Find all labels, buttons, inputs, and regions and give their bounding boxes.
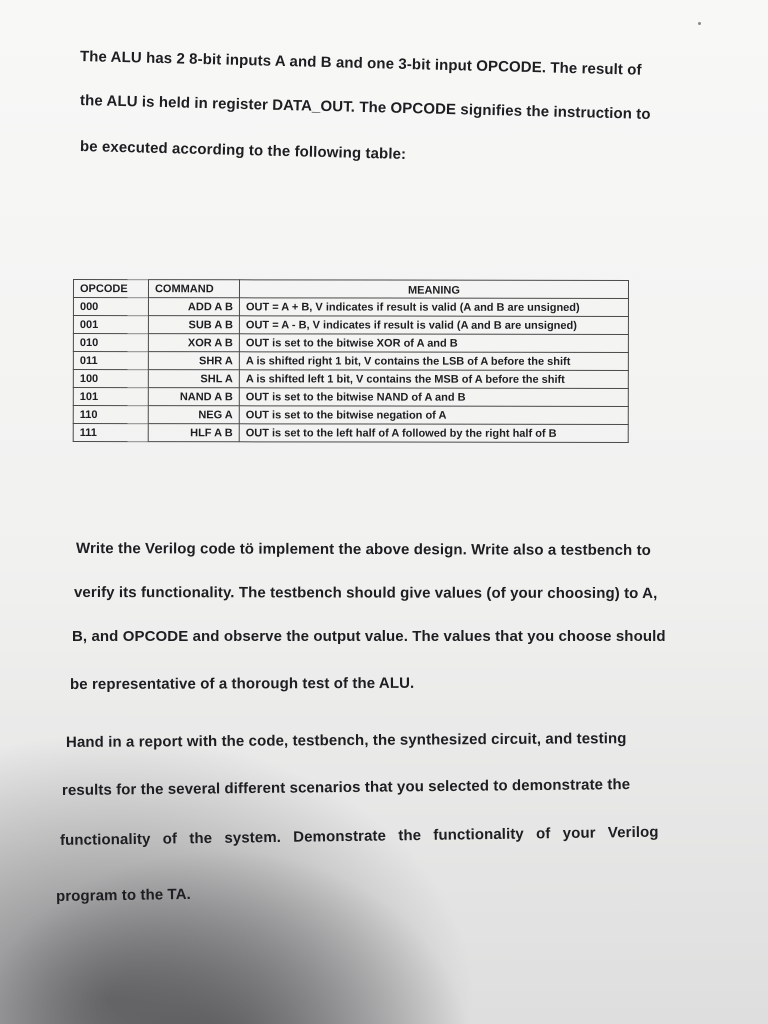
table-row	[73, 424, 628, 443]
command-cell: NEG A	[148, 406, 239, 424]
opcode-cell: 100	[73, 370, 148, 388]
report-line-4: program to the TA.	[55, 885, 191, 905]
table-header-row	[73, 280, 628, 299]
table-row	[73, 298, 628, 317]
meaning-cell: A is shifted right 1 bit, V contains the LSB of A before the shift	[239, 352, 628, 371]
meaning-cell: A is shifted left 1 bit, V contains the MSB of A before the shift	[239, 370, 628, 389]
task-line-1: Write the Verilog code tö implement the above design. Write also a testbench to	[75, 540, 651, 560]
intro-line-3: be executed according to the following table:	[79, 138, 407, 163]
header-meaning: MEANING	[239, 280, 628, 299]
report-line-1: Hand in a report with the code, testbench, the synthesized circuit, and testing	[65, 730, 627, 751]
command-cell: SHL A	[148, 370, 239, 388]
table-row	[73, 334, 628, 353]
command-cell: SUB A B	[148, 316, 239, 334]
opcode-cell: 111	[73, 424, 148, 442]
opcode-cell: 110	[73, 406, 148, 424]
meaning-cell: OUT = A - B, V indicates if result is valid (A and B are unsigned)	[239, 316, 628, 335]
opcode-cell: 000	[73, 298, 148, 316]
meaning-cell: OUT is set to the left half of A followed by the right half of B	[239, 424, 628, 443]
command-cell: HLF A B	[148, 424, 239, 442]
report-line-3: functionality of the system. Demonstrate the functionality of your Verilog	[59, 823, 659, 849]
meaning-cell: OUT is set to the bitwise negation of A	[239, 406, 628, 425]
task-line-2: verify its functionality. The testbench should give values (of your choosing) to A,	[73, 584, 658, 603]
command-cell: ADD A B	[148, 298, 239, 316]
paper-speck	[698, 22, 701, 25]
opcode-table	[73, 279, 629, 443]
table-row	[73, 388, 628, 407]
header-opcode: OPCODE	[73, 280, 148, 298]
report-line-2: results for the several different scenarios that you selected to demonstrate the	[61, 776, 631, 799]
meaning-cell: OUT is set to the bitwise NAND of A and B	[239, 388, 628, 407]
command-cell: NAND A B	[148, 388, 239, 406]
table-row	[73, 370, 628, 389]
opcode-cell: 101	[73, 388, 148, 406]
table-row	[73, 406, 628, 425]
table-row	[73, 352, 628, 371]
opcode-cell: 001	[73, 316, 148, 334]
task-line-3: B, and OPCODE and observe the output value. The values that you choose should	[72, 628, 666, 645]
intro-line-1: The ALU has 2 8-bit inputs A and B and one 3-bit input OPCODE. The result of	[79, 48, 642, 79]
command-cell: XOR A B	[148, 334, 239, 352]
intro-line-2: the ALU is held in register DATA_OUT. The OPCODE signifies the instruction to	[79, 92, 651, 123]
table-row	[73, 316, 628, 335]
opcode-cell: 011	[73, 352, 148, 370]
opcode-cell: 010	[73, 334, 148, 352]
meaning-cell: OUT = A + B, V indicates if result is valid (A and B are unsigned)	[239, 298, 628, 317]
command-cell: SHR A	[148, 352, 239, 370]
header-command: COMMAND	[148, 280, 239, 298]
task-line-4: be representative of a thorough test of the ALU.	[69, 674, 415, 693]
meaning-cell: OUT is set to the bitwise XOR of A and B	[239, 334, 628, 353]
